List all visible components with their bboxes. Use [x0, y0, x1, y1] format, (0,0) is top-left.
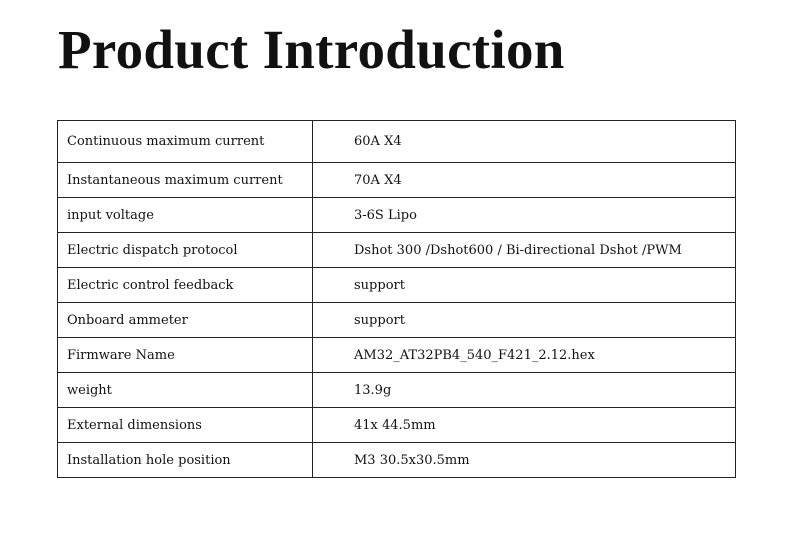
table-row — [58, 303, 736, 338]
spec-label: Continuous maximum current — [58, 121, 313, 163]
table-row — [58, 408, 736, 443]
spec-label: Firmware Name — [58, 338, 313, 373]
spec-value: 60A X4 — [313, 121, 736, 163]
spec-label: External dimensions — [58, 408, 313, 443]
spec-value: 13.9g — [313, 373, 736, 408]
spec-value: support — [313, 303, 736, 338]
spec-value: 3-6S Lipo — [313, 198, 736, 233]
spec-table — [57, 120, 736, 478]
spec-label: input voltage — [58, 198, 313, 233]
spec-value: M3 30.5x30.5mm — [313, 443, 736, 478]
spec-label: weight — [58, 373, 313, 408]
spec-label: Onboard ammeter — [58, 303, 313, 338]
spec-value: AM32_AT32PB4_540_F421_2.12.hex — [313, 338, 736, 373]
table-row — [58, 163, 736, 198]
table-row — [58, 268, 736, 303]
table-row — [58, 373, 736, 408]
spec-label: Electric control feedback — [58, 268, 313, 303]
spec-value: Dshot 300 /Dshot600 / Bi-directional Dshot /PWM — [313, 233, 736, 268]
spec-value: 70A X4 — [313, 163, 736, 198]
table-row — [58, 233, 736, 268]
table-row — [58, 443, 736, 478]
table-row — [58, 338, 736, 373]
spec-label: Instantaneous maximum current — [58, 163, 313, 198]
spec-value: 41x 44.5mm — [313, 408, 736, 443]
spec-label: Electric dispatch protocol — [58, 233, 313, 268]
spec-label: Installation hole position — [58, 443, 313, 478]
page-title: Product Introduction — [58, 19, 565, 80]
spec-value: support — [313, 268, 736, 303]
table-row — [58, 198, 736, 233]
table-row — [58, 121, 736, 163]
